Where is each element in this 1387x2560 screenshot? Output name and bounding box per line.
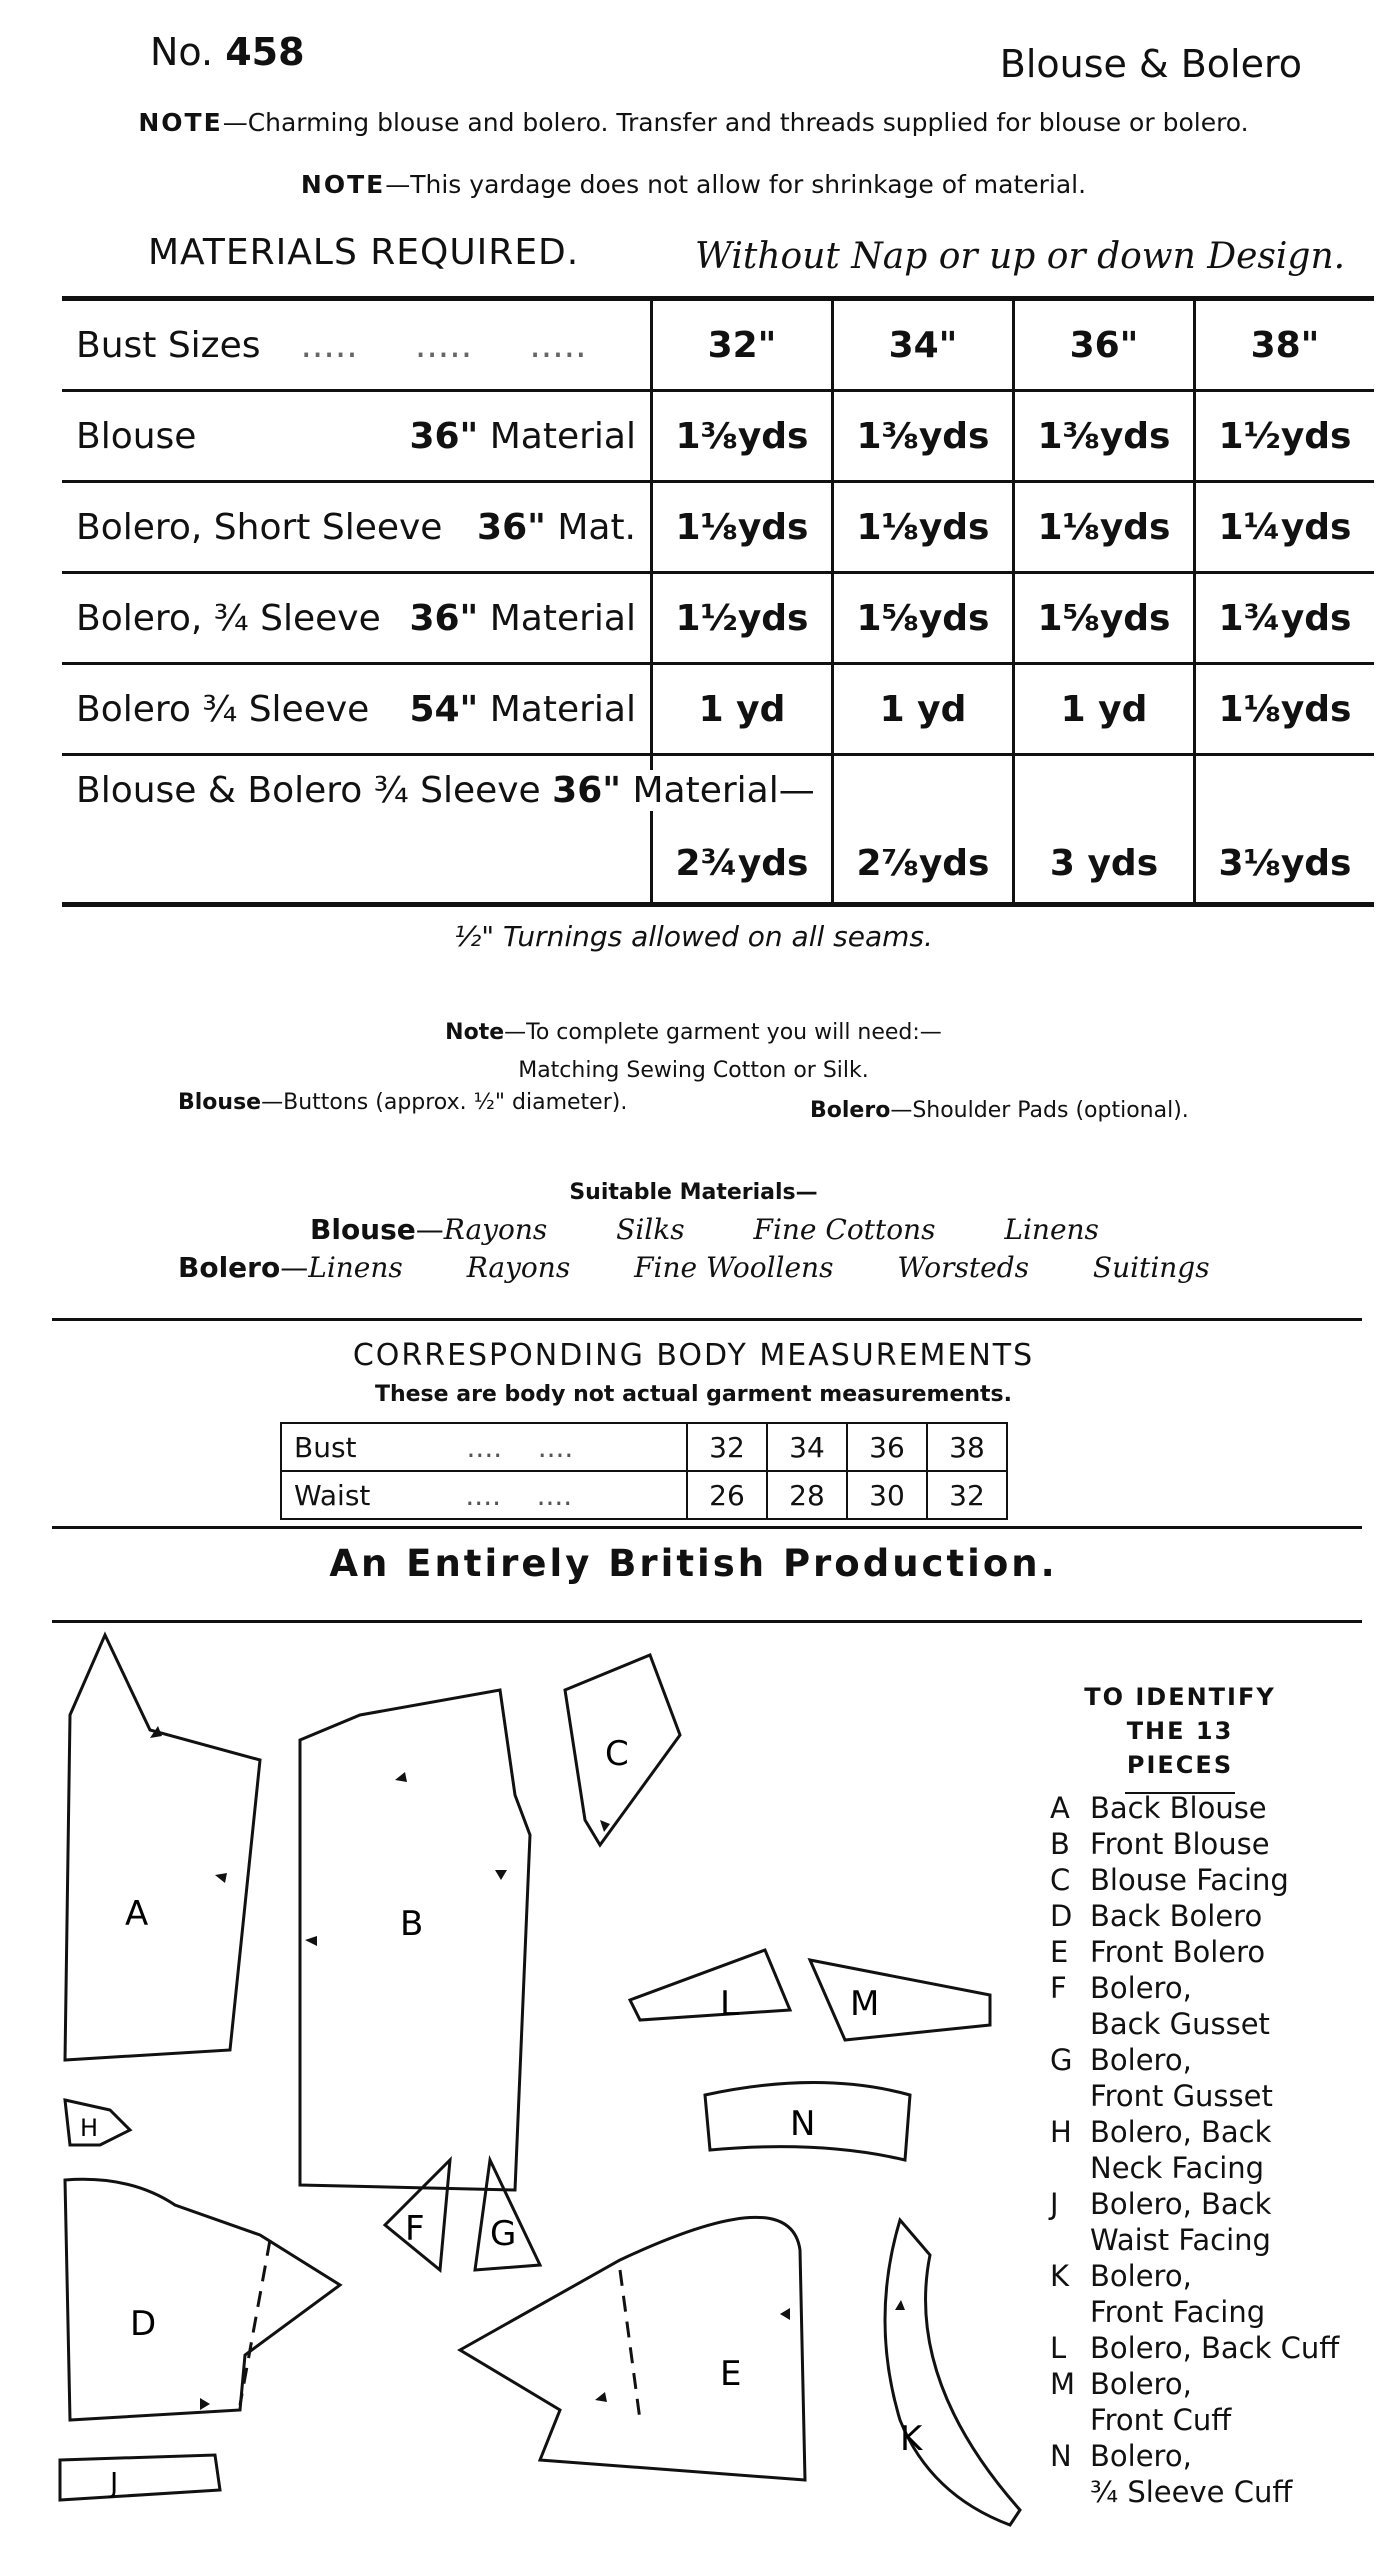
need-blouse: Blouse—Buttons (approx. ½" diameter). <box>178 1090 628 1115</box>
row-value: 1⅝yds <box>1014 573 1195 664</box>
list-item: E Front Bolero <box>1050 1935 1266 1969</box>
row-value: 2⅞yds <box>833 755 1014 905</box>
table-row: Bolero, Short Sleeve 36" Mat. 1⅛yds 1⅛yds 1⅛yds 1¼yds <box>62 482 1374 573</box>
piece-label-g: G <box>490 2214 517 2254</box>
row-value: 1¼yds <box>1195 482 1375 573</box>
pattern-pieces-diagram <box>0 1620 1040 2560</box>
row-label: Bust <box>294 1430 357 1464</box>
list-item: A Back Blouse <box>1050 1791 1267 1825</box>
fabric-width: 36" <box>477 506 546 548</box>
list-item: F Bolero, Back Gusset <box>1050 1971 1270 2041</box>
piece-l-shape <box>630 1950 790 2020</box>
materials-subheading: Without Nap or up or down Design. <box>695 236 1346 277</box>
row-value: 1¾yds <box>1195 573 1375 664</box>
need-note: Note—To complete garment you will need:— <box>445 1020 942 1045</box>
materials-table <box>62 296 1374 907</box>
list-item: N Bolero, ¾ Sleeve Cuff <box>1050 2439 1293 2509</box>
row-label: Blouse <box>76 415 197 457</box>
piece-label-m: M <box>850 1984 880 2024</box>
fabric-width: 54" <box>409 688 479 730</box>
row-value: 1 yd <box>652 664 833 755</box>
row-value: 1½yds <box>1195 391 1375 482</box>
need-line2: Matching Sewing Cotton or Silk. <box>518 1058 869 1083</box>
piece-label-a: A <box>125 1894 149 1934</box>
piece-d-fold <box>240 2240 270 2405</box>
list-item: K Bolero, Front Facing <box>1050 2259 1266 2329</box>
row-value: 28 <box>767 1471 847 1519</box>
row-value: 3 yds <box>1014 755 1195 905</box>
piece-e-shape <box>460 2217 805 2480</box>
piece-d-shape <box>65 2179 340 2420</box>
row-value: 38 <box>927 1423 1007 1471</box>
row-value: 34 <box>767 1423 847 1471</box>
piece-label-c: C <box>605 1734 629 1774</box>
divider <box>52 1318 1362 1321</box>
row-label: Bolero, ¾ Sleeve <box>76 597 381 639</box>
list-item: J Bolero, Back Waist Facing <box>1050 2187 1272 2257</box>
row-value: 1⅛yds <box>833 482 1014 573</box>
piece-m-shape <box>810 1960 990 2040</box>
row-label: Bolero ¾ Sleeve <box>76 688 370 730</box>
list-item: B Front Blouse <box>1050 1827 1270 1861</box>
row-value: 2¾yds <box>652 755 833 905</box>
divider <box>52 1526 1362 1529</box>
row-value: 32 <box>687 1423 767 1471</box>
need-bolero: Bolero—Shoulder Pads (optional). <box>810 1098 1189 1123</box>
sizes-row <box>62 299 1374 391</box>
note-description: NOTE—Charming blouse and bolero. Transfer and threads supplied for blouse or bolero. <box>138 108 1249 137</box>
fabric-width: 36" <box>409 597 479 639</box>
pattern-number: No. 458 <box>150 30 305 74</box>
piece-label-e: E <box>720 2354 742 2394</box>
list-item: H Bolero, Back Neck Facing <box>1050 2115 1272 2185</box>
row-value: 1⅜yds <box>652 391 833 482</box>
table-row: Bust .... .... 32 34 36 38 <box>281 1423 1007 1471</box>
turnings-note: ½" Turnings allowed on all seams. <box>454 920 933 953</box>
row-value: 26 <box>687 1471 767 1519</box>
table-row: Waist .... .... 26 28 30 32 <box>281 1471 1007 1519</box>
identify-legend <box>1050 1790 1339 2510</box>
suitable-heading: Suitable Materials— <box>569 1180 818 1205</box>
production-line: An Entirely British Production. <box>329 1542 1058 1585</box>
row-value: 1⅝yds <box>833 573 1014 664</box>
piece-label-n: N <box>790 2104 816 2144</box>
piece-e-fold <box>620 2270 640 2420</box>
piece-label-k: K <box>900 2419 923 2459</box>
list-item: M Bolero, Front Cuff <box>1050 2367 1232 2437</box>
identify-heading: TO IDENTIFY THE 13 PIECES <box>1070 1680 1290 1794</box>
suitable-blouse: Blouse—Rayons Silks Fine Cottons Linens <box>310 1213 1099 1246</box>
piece-label-f: F <box>405 2209 425 2249</box>
size-36: 36" <box>1014 299 1195 391</box>
suitable-bolero: Bolero—Linens Rayons Fine Woollens Worsteds Suitings <box>178 1251 1210 1284</box>
fabric-width: 36" <box>409 415 479 457</box>
list-item: L Bolero, Back Cuff <box>1050 2331 1340 2365</box>
piece-label-l: L <box>720 1984 739 2024</box>
note-shrinkage: NOTE—This yardage does not allow for shrinkage of material. <box>300 170 1087 199</box>
row-value: 1½yds <box>652 573 833 664</box>
row-label: Waist <box>294 1478 371 1512</box>
piece-k-shape <box>885 2220 1020 2525</box>
row-value: 1⅜yds <box>833 391 1014 482</box>
body-heading: CORRESPONDING BODY MEASUREMENTS <box>352 1338 1035 1373</box>
body-table <box>280 1422 1008 1520</box>
row-value: 1 yd <box>833 664 1014 755</box>
row-value: 1⅛yds <box>652 482 833 573</box>
piece-j-shape <box>60 2455 220 2500</box>
row-value: 1⅛yds <box>1195 664 1375 755</box>
size-38: 38" <box>1195 299 1375 391</box>
piece-a-shape <box>65 1635 260 2060</box>
piece-label-j: J <box>110 2466 119 2499</box>
fabric-width: 36" <box>552 770 622 811</box>
table-row: Blouse 36" Material 1⅜yds 1⅜yds 1⅜yds 1½yds <box>62 391 1374 482</box>
row-value: 1 yd <box>1014 664 1195 755</box>
bust-sizes-label: Bust Sizes ..... ..... ..... <box>62 299 652 391</box>
row-value: 36 <box>847 1423 927 1471</box>
row-value: 1⅜yds <box>1014 391 1195 482</box>
row-value: 3⅛yds <box>1195 755 1375 905</box>
list-item: C Blouse Facing <box>1050 1863 1289 1897</box>
list-item: D Back Bolero <box>1050 1899 1263 1933</box>
table-row: Bolero, ¾ Sleeve 36" Material 1½yds 1⅝yds 1⅝yds 1¾yds <box>62 573 1374 664</box>
table-row: Blouse & Bolero ¾ Sleeve 36" Material— 2¾yds 2⅞yds 3 yds 3⅛yds <box>62 755 1374 905</box>
size-32: 32" <box>652 299 833 391</box>
piece-label-d: D <box>130 2304 157 2344</box>
row-label: Blouse & Bolero ¾ Sleeve <box>76 770 541 811</box>
size-34: 34" <box>833 299 1014 391</box>
list-item: G Bolero, Front Gusset <box>1050 2043 1273 2113</box>
row-value: 1⅛yds <box>1014 482 1195 573</box>
body-subheading: These are body not actual garment measurements. <box>374 1382 1013 1407</box>
pattern-title: Blouse & Bolero <box>999 42 1302 86</box>
row-value: 30 <box>847 1471 927 1519</box>
table-row: Bolero ¾ Sleeve 54" Material 1 yd 1 yd 1 yd 1⅛yds <box>62 664 1374 755</box>
piece-label-b: B <box>400 1904 424 1944</box>
row-value: 32 <box>927 1471 1007 1519</box>
pattern-number-value: 458 <box>225 30 305 74</box>
piece-label-h: H <box>80 2114 99 2142</box>
materials-heading: MATERIALS REQUIRED. <box>148 232 580 273</box>
row-label: Bolero, Short Sleeve <box>76 506 443 548</box>
